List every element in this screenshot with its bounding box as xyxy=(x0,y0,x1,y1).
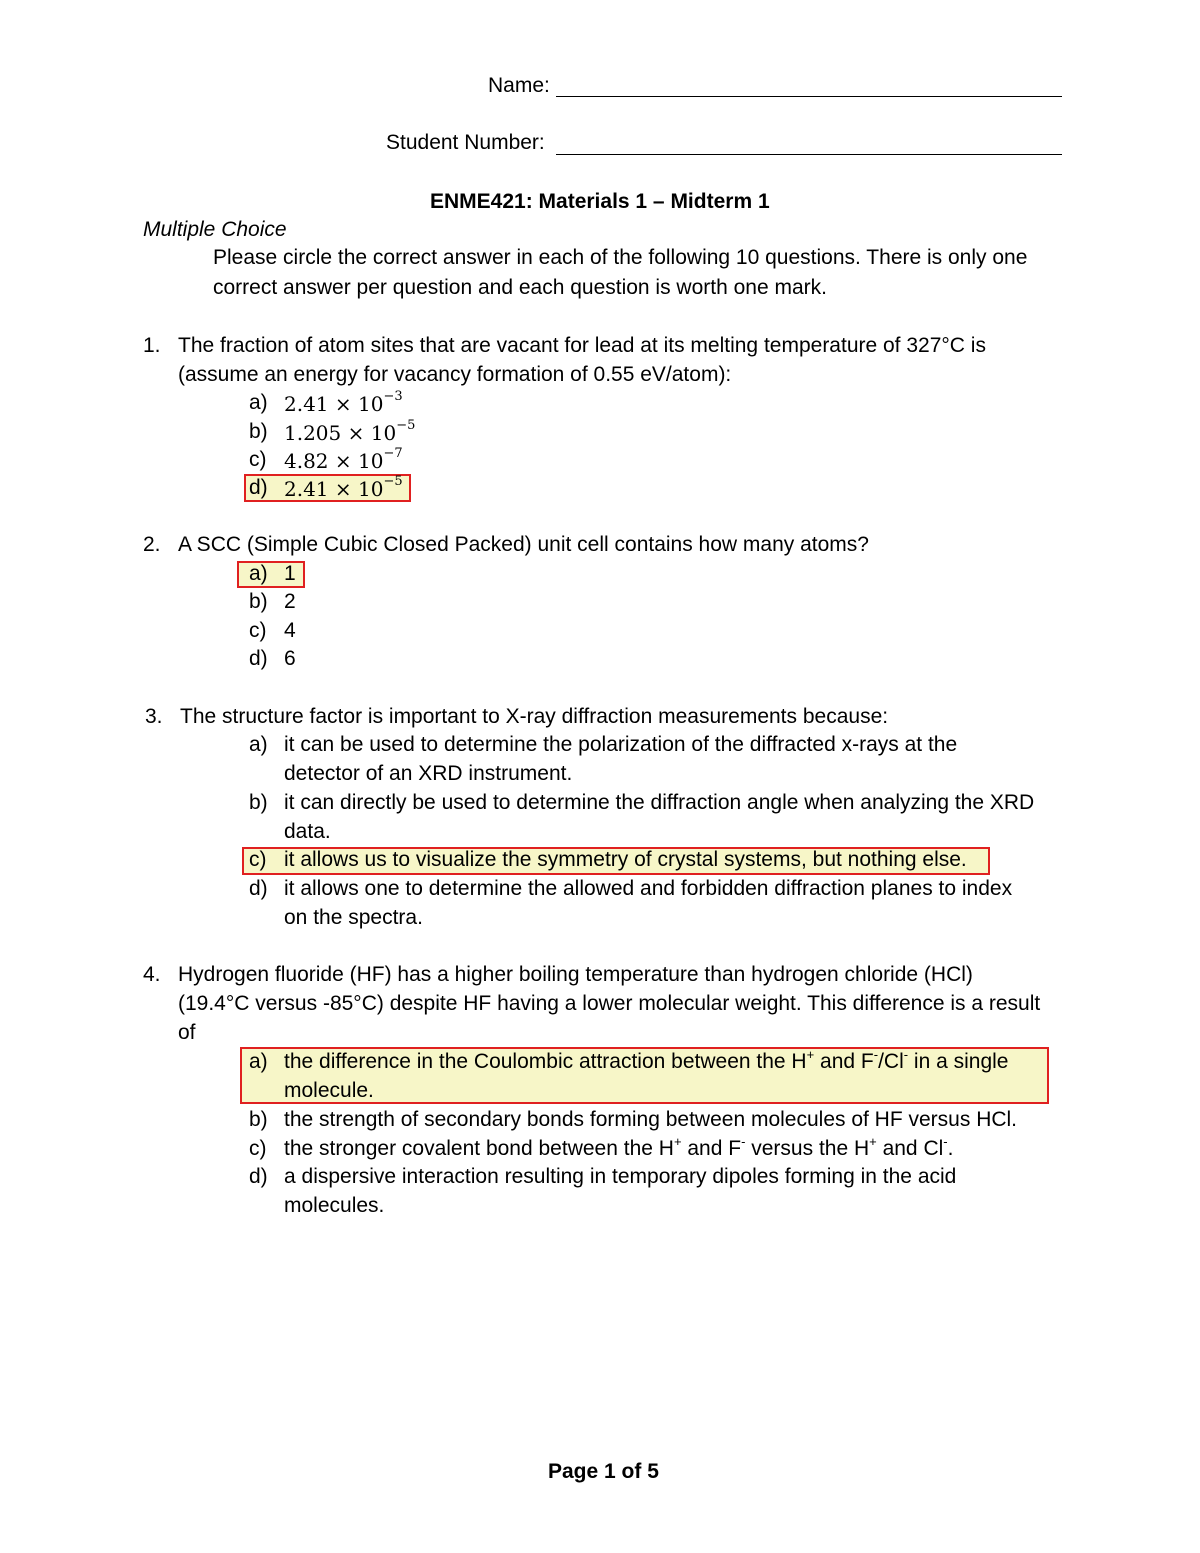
q2-number: 2. xyxy=(143,533,161,556)
student-number-blank-line[interactable] xyxy=(556,154,1062,155)
q1-text-line-1: The fraction of atom sites that are vacant for lead at its melting temperature of 327°C is xyxy=(178,334,986,357)
q2-text: A SCC (Simple Cubic Closed Packed) unit cell contains how many atoms? xyxy=(178,533,869,556)
q1-option-a-label[interactable]: a) xyxy=(249,391,268,414)
q1-option-c-label[interactable]: c) xyxy=(249,448,267,471)
q1-option-a[interactable]: $2.41 \times 10^{-3}$ xyxy=(284,389,403,416)
page-number: Page 1 of 5 xyxy=(548,1460,659,1483)
q2-option-d[interactable]: 6 xyxy=(284,647,296,670)
q4-option-a-label[interactable]: a) xyxy=(249,1050,268,1073)
q4-text-line-2: (19.4°C versus -85°C) despite HF having a lower molecular weight. This difference is a result xyxy=(178,992,1041,1015)
q4-option-c[interactable]: the stronger covalent bond between the H+ and F- versus the H+ and Cl-. xyxy=(284,1134,954,1160)
instructions-line-2: correct answer per question and each question is worth one mark. xyxy=(213,276,827,299)
instructions-line-1: Please circle the correct answer in each of the following 10 questions. There is only one xyxy=(213,246,1028,269)
q4-option-c-label[interactable]: c) xyxy=(249,1137,267,1160)
q3-option-a-line-2[interactable]: detector of an XRD instrument. xyxy=(284,762,573,785)
q2-option-b-label[interactable]: b) xyxy=(249,590,268,613)
q4-option-d-line-2[interactable]: molecules. xyxy=(284,1194,385,1217)
q4-option-b-label[interactable]: b) xyxy=(249,1108,268,1131)
q2-option-b[interactable]: 2 xyxy=(284,590,296,613)
section-heading: Multiple Choice xyxy=(143,218,287,241)
q2-option-a[interactable]: 1 xyxy=(284,562,296,585)
q3-number: 3. xyxy=(145,705,163,728)
q1-text-line-2: (assume an energy for vacancy formation of 0.55 eV/atom): xyxy=(178,363,732,386)
student-number-label: Student Number: xyxy=(386,131,545,154)
q1-option-b[interactable]: $1.205 \times 10^{-5}$ xyxy=(284,418,416,445)
q1-option-d[interactable]: $2.41 \times 10^{-5}$ xyxy=(284,474,403,501)
q4-option-a-line-1[interactable]: the difference in the Coulombic attraction between the H+ and F-/Cl- in a single xyxy=(284,1047,1009,1073)
q3-option-d-label[interactable]: d) xyxy=(249,877,268,900)
q3-text: The structure factor is important to X-ray diffraction measurements because: xyxy=(180,705,889,728)
q3-option-b-label[interactable]: b) xyxy=(249,791,268,814)
name-blank-line[interactable] xyxy=(556,96,1062,97)
page-title: ENME421: Materials 1 – Midterm 1 xyxy=(430,190,770,213)
q3-option-c[interactable]: it allows us to visualize the symmetry of crystal systems, but nothing else. xyxy=(284,848,967,871)
q1-option-c[interactable]: $4.82 \times 10^{-7}$ xyxy=(284,446,403,473)
q3-option-b-line-1[interactable]: it can directly be used to determine the diffraction angle when analyzing the XRD xyxy=(284,791,1035,814)
q4-option-d-label[interactable]: d) xyxy=(249,1165,268,1188)
q4-number: 4. xyxy=(143,963,161,986)
q3-option-c-label[interactable]: c) xyxy=(249,848,267,871)
q4-text-line-1: Hydrogen fluoride (HF) has a higher boiling temperature than hydrogen chloride (HCl) xyxy=(178,963,973,986)
q3-option-d-line-1[interactable]: it allows one to determine the allowed and forbidden diffraction planes to index xyxy=(284,877,1013,900)
q4-text-line-3: of xyxy=(178,1021,196,1044)
q1-option-d-label[interactable]: d) xyxy=(249,476,268,499)
q1-number: 1. xyxy=(143,334,161,357)
q2-option-d-label[interactable]: d) xyxy=(249,647,268,670)
q3-option-b-line-2[interactable]: data. xyxy=(284,820,331,843)
name-label: Name: xyxy=(488,74,550,97)
q3-option-a-label[interactable]: a) xyxy=(249,733,268,756)
q4-option-a-line-2[interactable]: molecule. xyxy=(284,1079,374,1102)
q2-option-c-label[interactable]: c) xyxy=(249,619,267,642)
q1-option-b-label[interactable]: b) xyxy=(249,420,268,443)
q4-option-d-line-1[interactable]: a dispersive interaction resulting in temporary dipoles forming in the acid xyxy=(284,1165,957,1188)
q2-option-a-label[interactable]: a) xyxy=(249,562,268,585)
q3-option-a-line-1[interactable]: it can be used to determine the polarization of the diffracted x-rays at the xyxy=(284,733,958,756)
q3-option-d-line-2[interactable]: on the spectra. xyxy=(284,906,423,929)
q2-option-c[interactable]: 4 xyxy=(284,619,296,642)
q4-option-b[interactable]: the strength of secondary bonds forming between molecules of HF versus HCl. xyxy=(284,1108,1018,1131)
